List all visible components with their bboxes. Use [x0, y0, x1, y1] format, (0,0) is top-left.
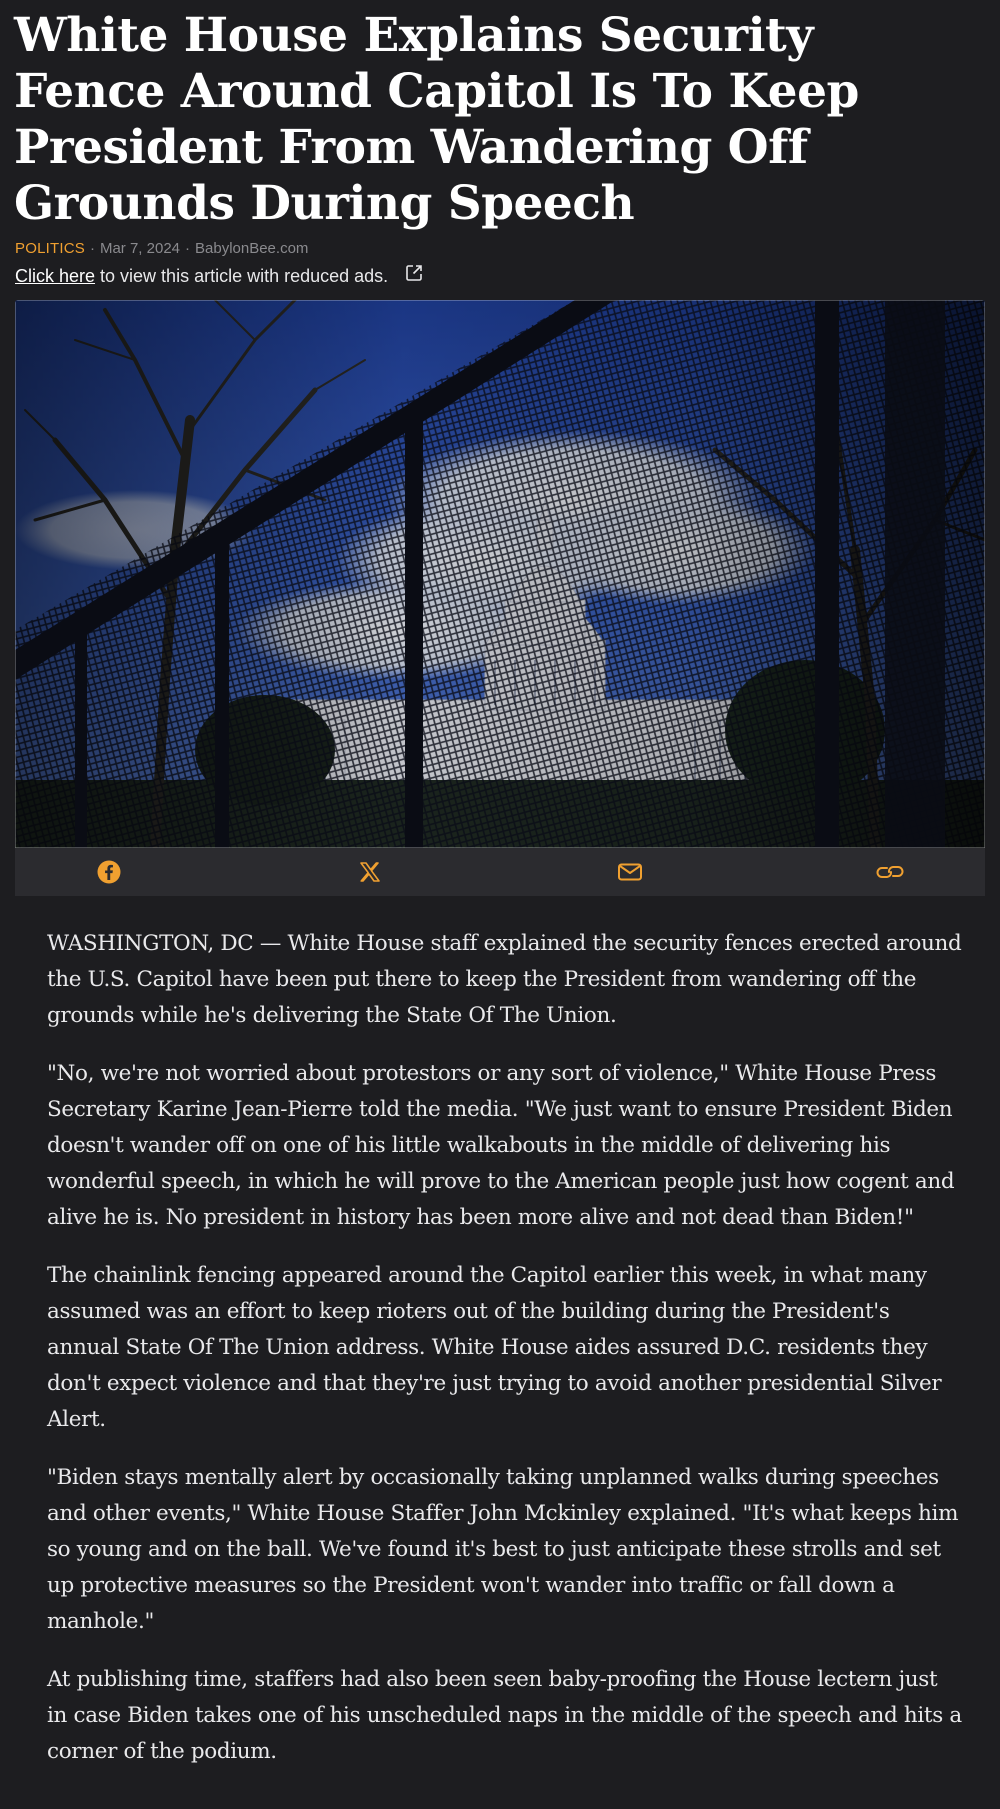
- reduced-ads-text: to view this article with reduced ads.: [95, 266, 389, 286]
- article-paragraph: The chainlink fencing appeared around the Capitol earlier this week, in what many assumed was an effort to keep rioters out of the building during the President's annual State Of The Union address. White House aides assured D.C. residents they don't expect violence and that they're just trying to avoid another presidential Silver Alert.: [47, 1263, 942, 1432]
- article-paragraph: "No, we're not worried about protestors or any sort of violence," White House Press Secretary Karine Jean-Pierre told the media. "We just want to ensure President Biden doesn't wander off on one of his little walkabouts in the middle of delivering his wonderful speech, in which he will prove to the American people just how cogent and alive he is. No president in history has been more alive and not dead than Biden!": [47, 1061, 955, 1230]
- article-paragraph: At publishing time, staffers had also been seen baby-proofing the House lectern just in case Biden takes one of his unscheduled naps in the middle of the speech and hits a corner of the podium.: [47, 1667, 962, 1764]
- article-body: [47, 926, 962, 1792]
- publish-date: Mar 7, 2024: [99, 240, 180, 257]
- reduced-ads-notice: [15, 265, 423, 287]
- article-title: White House Explains Security Fence Around Capitol Is To Keep President From Wandering Off Grounds During Speech: [14, 8, 859, 231]
- article-meta: POLITICS · Mar 7, 2024 · BabylonBee.com: [15, 240, 309, 257]
- article-paragraph: "Biden stays mentally alert by occasionally taking unplanned walks during speeches and other events," White House Staffer John Mckinley explained. "It's what keeps him so young and on the ball. We've found it's best to just anticipate these strolls and set up protective measures so the President won't wander into traffic or fall down a manhole.": [47, 1465, 959, 1634]
- category-badge[interactable]: POLITICS: [15, 240, 85, 257]
- external-link-icon[interactable]: [405, 264, 423, 287]
- hero-image: [15, 300, 985, 848]
- facebook-icon[interactable]: [97, 860, 121, 884]
- article-paragraph: WASHINGTON, DC — White House staff explained the security fences erected around the U.S. Capitol have been put there to keep the President from wandering off the grounds while he's delivering the State Of The Union.: [47, 931, 962, 1028]
- x-icon[interactable]: [358, 860, 382, 884]
- link-icon[interactable]: [873, 860, 907, 884]
- source-site: BabylonBee.com: [195, 240, 309, 257]
- mail-icon[interactable]: [617, 860, 641, 884]
- share-bar: [15, 848, 985, 896]
- reduced-ads-link[interactable]: Click here: [15, 266, 96, 286]
